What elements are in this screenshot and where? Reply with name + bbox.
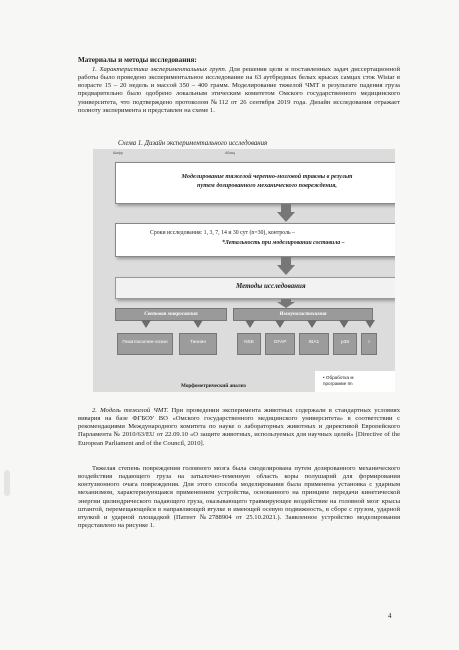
- scan-mark: [4, 470, 10, 496]
- scheme-note-line2: программе Im: [323, 381, 353, 386]
- page-number: 4: [388, 612, 392, 620]
- scheme-box-methods: [115, 277, 395, 299]
- scheme-box-timing-line1: Сроки исследования: 1, 3, 7, 14 и 30 сут (n=30), контроль –: [150, 230, 295, 236]
- stain-nse: NSE: [237, 333, 261, 355]
- stain-thionine: Тионин: [179, 333, 217, 355]
- paragraph-1-text: Для решения цели и поставленных задач диссертационной работы было проведено экспериментальное исследование на 63 аутбредных белых крысах самцах сток Wistar в возрасте 15 – 20 недель и массой 350 – 400 грамм. Моделирование тяжелой ЧМТ в результате падения груза предварительно было одобрено локальным этическим комитетом Омского государственного медицинского университета, что подтверждено протоколом №112 от 26 сентября 2019 года. Дизайн исследования отражает полноту эксперимента и представлен на схеме 1.: [78, 66, 401, 114]
- scheme-figure: [93, 149, 395, 392]
- section-heading: Материалы и методы исследования:: [78, 56, 197, 64]
- arrow-down-icon: [365, 320, 375, 328]
- scheme-note-box: [315, 371, 395, 392]
- scheme-mini-label-left: Шифр: [113, 151, 123, 155]
- scheme-box-modeling: [115, 162, 395, 204]
- stain-cut-off: I: [361, 333, 377, 355]
- arrow-down-icon: [193, 320, 203, 328]
- paragraph-2: [78, 407, 400, 448]
- arrow-down-icon: [245, 320, 255, 328]
- arrow-down-icon: [141, 320, 151, 328]
- morphometric-analysis-label: Морфометрический анализ: [181, 383, 246, 389]
- scheme-mini-label-right: Абзац: [225, 151, 235, 155]
- scheme-note-text: [323, 375, 354, 387]
- arrow-1-head: [277, 212, 295, 222]
- scheme-box-modeling-line1: Моделирование тяжелой черепно-мозговой травмы в результ: [181, 173, 353, 180]
- arrow-down-icon: [275, 320, 285, 328]
- paragraph-3: Тяжелая степень повреждения головного мозга была смоделирована путем дозированного механического воздействия падающего груза на затылочно-теменную область коры полушарий для формирования контузионного очага повреждения. Для этого способа моделирования была применена установка с ударным механизмом, характеризующаяся применением устройства, основанного на принципе передачи кинетической энергии цилиндрического падающего груза, оказывающего травмирующее воздействие на головной мозг крысы штангой, перемещающейся в направляющей втулке и имеющей осевую подвижность, в сборе с грузом, ударной втулкой и ударной площадкой (Патент №2788904 от 25.10.2021.). Заявленное устройство моделирования представлено на рисунке 1.: [78, 465, 400, 530]
- arrow-2-head: [277, 265, 295, 275]
- paragraph-1-lead: 1. Характеристика экспериментальных групп.: [92, 66, 227, 73]
- scheme-caption: Схема 1. Дизайн экспериментального исследования: [118, 140, 268, 147]
- stain-hematoxylin-eosin: Гематоксилин-эозин: [117, 333, 173, 355]
- scheme-box-timing-line2: *Летальность при моделировании составила –: [222, 240, 345, 246]
- arrow-down-icon: [307, 320, 317, 328]
- scheme-box-modeling-text: [132, 172, 395, 190]
- arrow-1-shaft: [281, 204, 291, 212]
- scheme-box-methods-text: Методы исследования: [236, 282, 306, 290]
- stain-gfap: GFAP: [265, 333, 295, 355]
- arrow-down-icon: [339, 320, 349, 328]
- scheme-box-modeling-line2: путем дозированного механического повреждения,: [197, 182, 337, 189]
- group-light-microscopy: Световая микроскопия: [115, 308, 227, 321]
- paragraph-2-lead: 2. Модель тяжелой ЧМТ.: [92, 407, 169, 414]
- stain-p38: p38: [333, 333, 357, 355]
- scheme-note-line1: • Обработка м: [323, 375, 354, 380]
- group-immunohistochemistry: Иммуногистохимия: [233, 308, 373, 321]
- stain-iba1: IBA1: [299, 333, 329, 355]
- paragraph-1: [78, 66, 400, 115]
- scheme-box-timing: [115, 223, 395, 257]
- paragraph-2-text: При проведении эксперимента животных содержали в стандартных условиях вивария на базе ФГБОУ ВО «Омского государственного медицинского университета» в соответствии с рекомендациями Международного комитета по науке о лабораторных животных и директивой Европейского Парламента № 2010/63/EU от 22.09.10 «О защите животных, используемых для научных целей» [Directive of the European Parliament and of the Council, 2010].: [78, 407, 400, 447]
- arrow-2-shaft: [281, 257, 291, 265]
